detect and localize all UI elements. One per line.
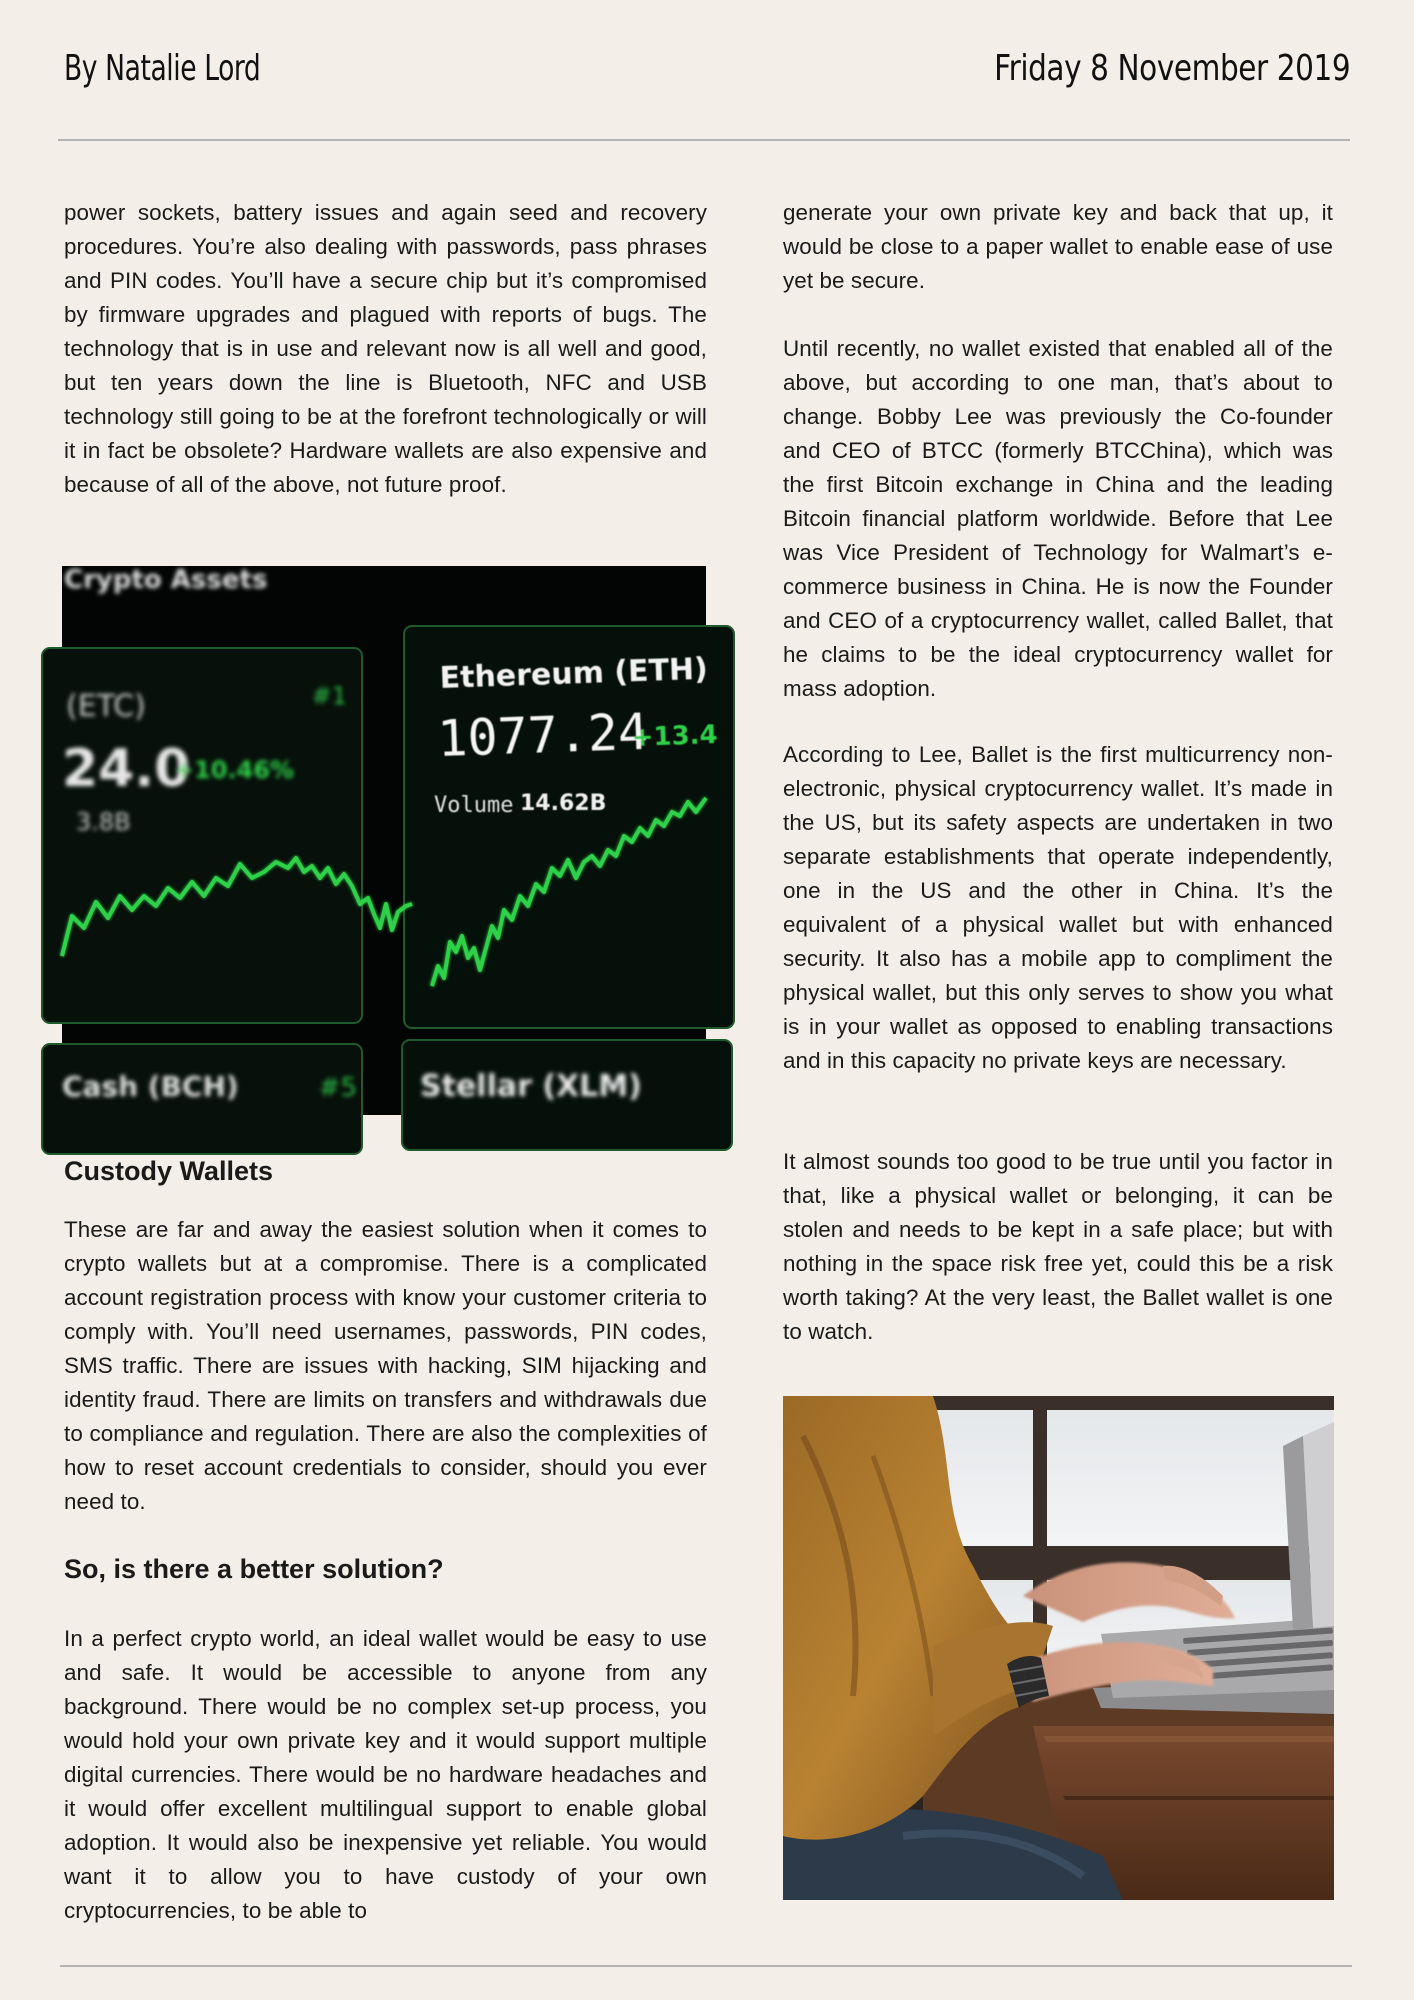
crypto-chart-photo: [62, 565, 719, 1115]
heading-better-solution: So, is there a better solution?: [64, 1554, 444, 1584]
bottom-coin-rank: #5: [318, 1073, 357, 1103]
bottom-right-coin-name: Stellar (XLM): [420, 1069, 642, 1104]
right-volume-label: Volume: [434, 793, 514, 818]
right-coin-change: +13.4: [631, 720, 719, 753]
left-paragraph-1: power sockets, battery issues and again seed and recovery procedures. You’re also dealing with passwords, pass phrases and PIN codes. You’ll have a secure chip but it’s compromised by firmware upgrades and plagued with reports of bugs. The technology that is in use and relevant now is all well and good, but ten years down the line is Bluetooth, NFC and USB technology still going to be at the forefront technologically or will it in fact be obsolete? Hardware wallets are also expensive and because of all of the above, not future proof.: [64, 200, 707, 497]
right-coin-price: 1077.24: [436, 702, 650, 768]
left-coin-price: 24.0: [62, 739, 191, 799]
right-volume-value: 14.62B: [520, 791, 607, 816]
heading-custody-wallets: Custody Wallets: [64, 1156, 274, 1186]
left-coin-volume: 3.8B: [76, 808, 131, 836]
bottom-left-coin-name: Cash (BCH): [62, 1070, 239, 1103]
right-paragraph-3: According to Lee, Ballet is the first multicurrency non-electronic, physical cryptocurrency wallet. It’s made in the US, but its safety aspects are undertaken in two separate establishments that operate independently, one in the US and the other in China. It’s the equivalent of a physical wallet but with enhanced security. It also has a mobile app to compliment the physical wallet, but this only serves to show you what is in your wallet as opposed to enabling transactions and in this capacity no private keys are necessary.: [783, 742, 1333, 1073]
right-paragraph-2: Until recently, no wallet existed that enabled all of the above, but according to one man, that’s about to change. Bobby Lee was previously the Co-founder and CEO of BTCC (formerly BTCChina), which was the first Bitcoin exchange in China and the leading Bitcoin financial platform worldwide. Before that Lee was Vice President of Technology for Walmart’s e-commerce business in China. He is now the Founder and CEO of a cryptocurrency wallet, called Ballet, that he claims to be the ideal cryptocurrency wallet for mass adoption.: [783, 336, 1333, 701]
author-byline: By Natalie Lord: [64, 48, 261, 89]
publication-date: Friday 8 November 2019: [993, 48, 1350, 89]
left-coin-rank: #1: [311, 682, 347, 710]
left-coin-name: (ETC): [66, 689, 146, 724]
left-paragraph-2: These are far and away the easiest solution when it comes to crypto wallets but at a compromise. There is a complicated account registration process with know your customer criteria to comply with. You’ll need usernames, passwords, PIN codes, SMS traffic. There are issues with hacking, SIM hijacking and identity fraud. There are limits on transfers and withdrawals due to compliance and regulation. There are also the complexities of how to reset account credentials to consider, should you ever need to.: [64, 1217, 707, 1514]
laptop-typing-photo: [783, 1396, 1334, 1900]
left-coin-change: +10.46%: [174, 756, 295, 784]
header-divider: [58, 139, 1350, 141]
right-coin-name: Ethereum (ETH): [439, 651, 709, 696]
left-paragraph-3: In a perfect crypto world, an ideal wallet would be easy to use and safe. It would be accessible to anyone from any background. There would be no complex set-up process, you would hold your own private key and it would support multiple digital currencies. There would be no hardware headaches and it would offer excellent multilingual support to enable global adoption. It would also be inexpensive yet reliable. You would want it to allow you to have custody of your own cryptocurrencies, to be able to: [64, 1626, 707, 1923]
crypto-assets-label: Crypto Assets: [64, 565, 268, 595]
footer-divider: [60, 1965, 1352, 1967]
right-paragraph-4: It almost sounds too good to be true until you factor in that, like a physical wallet or belonging, it can be stolen and needs to be kept in a safe place; but with nothing in the space risk free yet, could this be a risk worth taking? At the very least, the Ballet wallet is one to watch.: [783, 1149, 1333, 1344]
right-paragraph-1: generate your own private key and back that up, it would be close to a paper wallet to enable ease of use yet be secure.: [783, 200, 1333, 293]
